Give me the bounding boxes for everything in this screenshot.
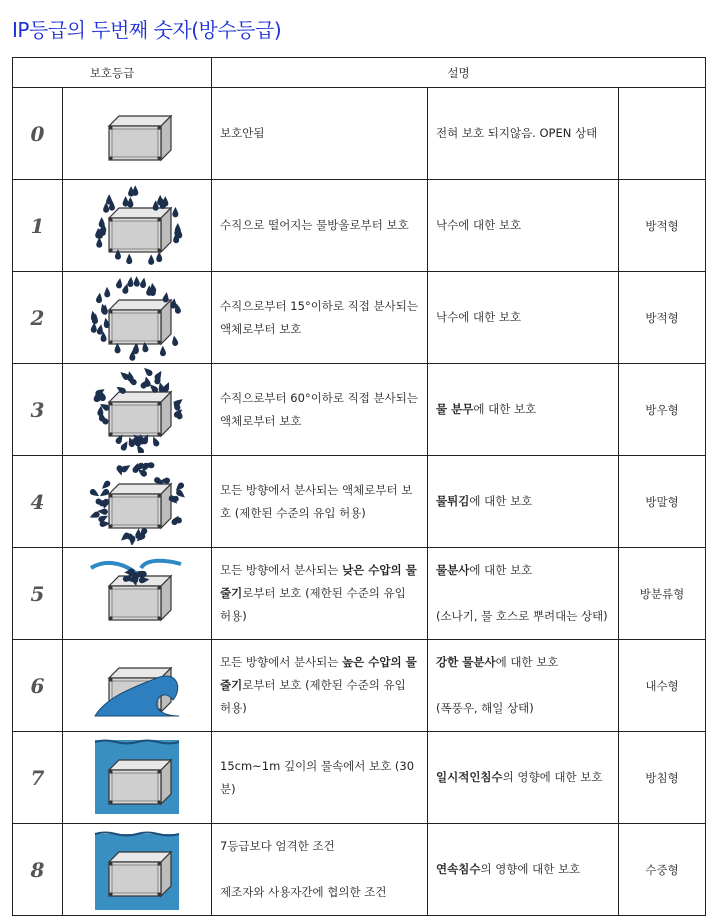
protection-description	[212, 732, 428, 824]
description-text-tail: 로부터 보호 (제한된 수준의 유입 허용)	[220, 586, 406, 623]
water-drop	[133, 276, 140, 287]
table-row	[13, 364, 706, 456]
enclosure-type: 방우형	[619, 364, 706, 456]
table-row	[13, 640, 706, 732]
protection-against	[428, 732, 619, 824]
box-splash-icon	[87, 459, 187, 545]
water-drop	[156, 251, 162, 262]
protection-text: 에 대한 보호	[495, 655, 559, 669]
enclosure-box-icon	[109, 300, 171, 344]
description-text: 수직으로 떨어지는 물방울로부터 보호	[220, 218, 409, 232]
table-row	[13, 180, 706, 272]
water-drop	[106, 194, 112, 205]
box-tilted-drops-icon	[87, 275, 187, 361]
water-drop	[104, 286, 110, 297]
enclosure-type: 방적형	[619, 180, 706, 272]
protection-emphasis: 물튀김	[436, 494, 470, 508]
water-drop	[157, 194, 163, 205]
protection-emphasis: 연속침수	[436, 862, 481, 876]
water-drop	[89, 487, 101, 498]
description-text: 보호안됨	[220, 126, 265, 140]
grade-number: 5	[30, 581, 45, 606]
grade-illustration	[63, 824, 212, 916]
description-text: 모든 방향에서 분사되는	[220, 655, 343, 669]
water-drop	[96, 292, 103, 303]
protection-emphasis: 강한 물분사	[436, 655, 496, 669]
table-header-row	[13, 58, 706, 88]
enclosure-box-icon	[109, 116, 171, 160]
water-drop	[142, 367, 154, 377]
grade-number: 3	[30, 397, 45, 422]
water-drop	[162, 196, 168, 207]
grade-illustration	[63, 180, 212, 272]
water-drop	[123, 196, 129, 207]
grade-illustration	[63, 640, 212, 732]
grade-number: 0	[30, 121, 45, 146]
protection-description	[212, 548, 428, 640]
protection-description	[212, 640, 428, 732]
protection-against	[428, 180, 619, 272]
protection-description	[212, 456, 428, 548]
protection-emphasis: 물 분무	[436, 402, 474, 416]
enclosure-type: 방말형	[619, 456, 706, 548]
protection-against	[428, 456, 619, 548]
grade-number: 2	[30, 305, 45, 330]
protection-against	[428, 824, 619, 916]
enclosure-type: 내수형	[619, 640, 706, 732]
header-grade: 보호등급	[13, 58, 212, 88]
grade-illustration	[63, 548, 212, 640]
table-row	[13, 88, 706, 180]
grade-cell	[13, 180, 63, 272]
grade-illustration	[63, 88, 212, 180]
enclosure-type	[619, 88, 706, 180]
enclosure-type: 방침형	[619, 732, 706, 824]
grade-cell	[13, 456, 63, 548]
protection-against	[428, 88, 619, 180]
water-drop	[140, 277, 148, 288]
grade-cell	[13, 548, 63, 640]
water-drop	[99, 216, 105, 226]
water-drop	[127, 276, 134, 287]
table-row	[13, 272, 706, 364]
protection-text: 에 대한 보호	[469, 563, 533, 577]
water-drop	[129, 535, 135, 545]
grade-number: 8	[30, 857, 45, 882]
enclosure-box-icon	[109, 208, 171, 252]
table-row	[13, 732, 706, 824]
grade-illustration	[63, 272, 212, 364]
protection-text: 전혀 보호 되지않음. OPEN 상태	[436, 126, 598, 140]
enclosure-box-icon	[109, 760, 171, 804]
protection-description	[212, 364, 428, 456]
protection-against	[428, 640, 619, 732]
protection-description	[212, 824, 428, 916]
water-drop	[96, 237, 102, 248]
protection-note: (폭풍우, 해일 상태)	[436, 701, 534, 715]
box-water-jet-icon	[87, 551, 187, 637]
protection-emphasis: 물분사	[436, 563, 470, 577]
protection-text: 낙수에 대한 보호	[436, 310, 522, 324]
protection-text: 에 대한 보호	[473, 402, 537, 416]
grade-cell	[13, 824, 63, 916]
enclosure-type: 방분류형	[619, 548, 706, 640]
enclosure-box-icon	[109, 392, 171, 436]
water-drop	[150, 435, 160, 447]
grade-illustration	[63, 732, 212, 824]
description-emphasis: 낮은 수압의 물줄기	[220, 563, 417, 600]
grade-number: 7	[30, 765, 45, 790]
box-spray-icon	[87, 367, 187, 453]
grade-cell	[13, 732, 63, 824]
grade-cell	[13, 640, 63, 732]
enclosure-box-icon	[109, 852, 171, 896]
protection-description	[212, 272, 428, 364]
description-text: 모든 방향에서 분사되는	[220, 563, 343, 577]
enclosure-box-icon	[109, 484, 171, 528]
protection-against	[428, 548, 619, 640]
protection-emphasis: 일시적인침수	[436, 770, 503, 784]
water-drop	[148, 254, 154, 265]
protection-text: 에 대한 보호	[469, 494, 533, 508]
grade-illustration	[63, 364, 212, 456]
description-emphasis: 높은 수압의 물줄기	[220, 655, 417, 692]
grade-cell	[13, 364, 63, 456]
box-submersion-icon	[87, 827, 187, 913]
grade-illustration	[63, 456, 212, 548]
water-drop	[119, 531, 131, 542]
protection-against	[428, 364, 619, 456]
box-immersion-icon	[87, 735, 187, 821]
protection-against	[428, 272, 619, 364]
grade-number: 1	[30, 213, 45, 238]
enclosure-type: 방적형	[619, 272, 706, 364]
grade-cell	[13, 88, 63, 180]
description-text: 수직으로부터 60°이하로 직접 분사되는 액체로부터 보호	[220, 390, 418, 428]
water-drop	[128, 186, 134, 197]
water-drop	[172, 206, 178, 217]
description-text: 수직으로부터 15°이하로 직접 분사되는 액체로부터 보호	[220, 298, 418, 336]
table-row	[13, 824, 706, 916]
water-drop	[171, 335, 179, 346]
protection-text: 낙수에 대한 보호	[436, 218, 522, 232]
grade-number: 6	[30, 673, 45, 698]
enclosure-type: 수중형	[619, 824, 706, 916]
box-wave-icon	[87, 643, 187, 729]
header-description: 설명	[212, 58, 706, 88]
water-drop	[116, 277, 124, 288]
table-row	[13, 456, 706, 548]
protection-description	[212, 180, 428, 272]
box-vertical-drops-icon	[87, 183, 187, 269]
description-text: 15cm~1m 깊이의 물속에서 보호 (30분)	[220, 758, 415, 796]
description-text: 모든 방향에서 분사되는 액체로부터 보호 (제한된 수준의 유입 허용)	[220, 482, 413, 520]
ip-water-rating-table	[12, 57, 706, 916]
water-drop	[160, 345, 166, 356]
protection-text: 의 영향에 대한 보호	[502, 770, 603, 784]
grade-number: 4	[30, 489, 45, 514]
box-no-protection-icon	[87, 91, 187, 177]
grade-cell	[13, 272, 63, 364]
water-drop	[126, 253, 132, 264]
description-text-tail: 제조자와 사용자간에 협의한 조건	[220, 885, 387, 899]
protection-note: (소나기, 물 호스로 뿌려대는 상태)	[436, 609, 608, 623]
protection-description	[212, 88, 428, 180]
page-title: IP등급의 두번째 숫자(방수등급)	[12, 18, 282, 42]
description-text-tail: 로부터 보호 (제한된 수준의 유입 허용)	[220, 678, 406, 715]
table-row	[13, 548, 706, 640]
water-drop	[175, 223, 181, 234]
description-text: 7등급보다 엄격한 조건	[220, 839, 335, 853]
protection-text: 의 영향에 대한 보호	[480, 862, 581, 876]
